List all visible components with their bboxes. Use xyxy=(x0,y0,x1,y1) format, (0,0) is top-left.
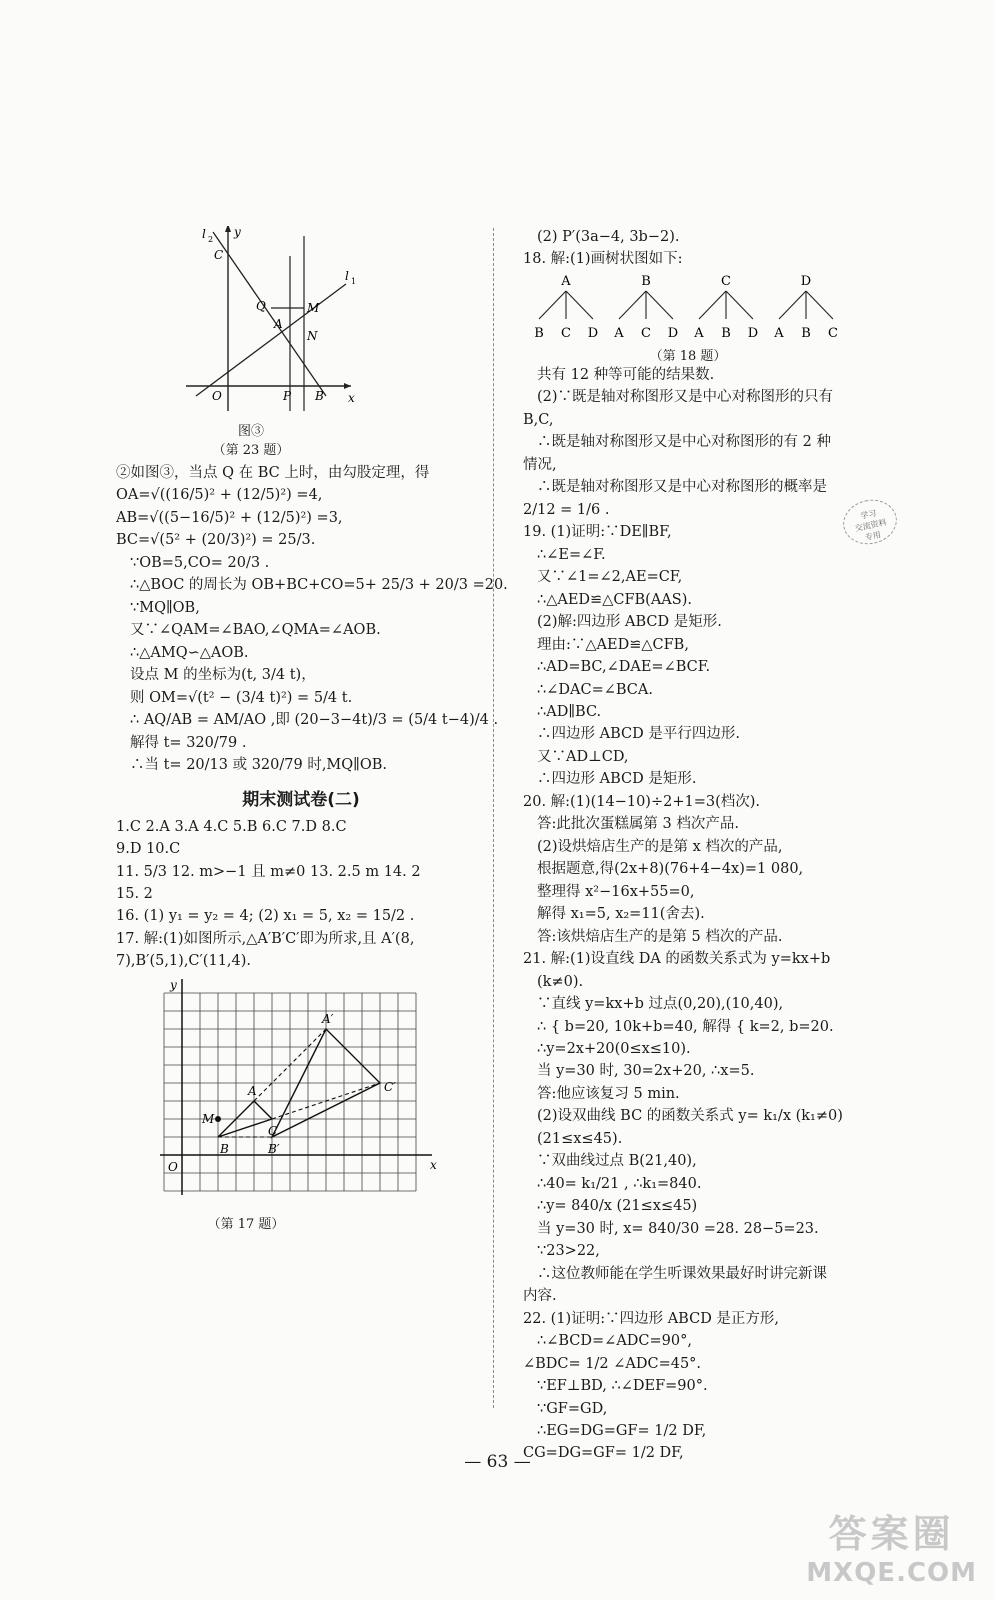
label-B: B xyxy=(315,389,324,403)
section-title: 期末测试卷(二) xyxy=(242,789,360,810)
tree-caption: （第 18 题） xyxy=(649,348,727,364)
solution-line: ∴ AQ/AB = AM/AO ,即 (20−3−4t)/3 = (5/4 t−4)/4 . xyxy=(130,712,499,729)
stamp-line-1: 学习 xyxy=(859,508,878,521)
column-divider xyxy=(493,228,494,1408)
answer-line: 17. 解:(1)如图所示,△A′B′C′即为所求,且 A′(8, xyxy=(116,930,415,947)
tree-branch xyxy=(691,271,761,343)
tree-root: A xyxy=(561,273,571,289)
solution-line: (k≠0). xyxy=(537,973,584,990)
solution-line: 21. 解:(1)设直线 DA 的函数关系式为 y=kx+b xyxy=(523,951,831,968)
tree-leaf: B xyxy=(721,325,731,341)
answer-line: 11. 5/3 12. m>−1 且 m≠0 13. 2.5 m 14. 2 xyxy=(116,863,421,880)
solution-line: ∴△AED≌△CFB(AAS). xyxy=(537,591,692,608)
solution-line: ②如图③，当点 Q 在 BC 上时，由勾股定理，得 xyxy=(116,465,430,481)
label-l1-sub: 1 xyxy=(351,277,357,286)
solution-line: 设点 M 的坐标为(t, 3/4 t)， xyxy=(130,667,316,684)
solution-line: CG=DG=GF= 1/2 DF, xyxy=(523,1445,684,1462)
solution-line: 19. (1)证明:∵DE∥BF, xyxy=(523,524,672,541)
left-column xyxy=(116,226,508,1232)
solution-line: 又∵∠QAM=∠BAO,∠QMA=∠AOB. xyxy=(130,622,381,639)
label-C: C xyxy=(214,248,224,262)
label-A: A xyxy=(274,317,283,331)
solution-line: ∴AD=BC,∠DAE=∠BCF. xyxy=(537,659,711,676)
figure-23 xyxy=(116,226,486,458)
solution-line: AB=√((5−16/5)² + (12/5)²) =3, xyxy=(116,509,343,526)
solution-line: 共有 12 种等可能的结果数. xyxy=(537,366,715,383)
label-Q: Q xyxy=(256,299,266,313)
label-A1: A′ xyxy=(322,1011,334,1026)
solution-line: 根据题意,得(2x+8)(76+4−4x)=1 080, xyxy=(537,861,804,878)
answer-line: 7),B′(5,1),C′(11,4). xyxy=(116,953,252,970)
label-M: M xyxy=(202,1111,215,1126)
solution-line: ∴△AMQ∽△AOB. xyxy=(130,644,249,661)
solution-line: 情况, xyxy=(523,456,557,473)
stamp-line-2: 交流资料 xyxy=(854,517,888,534)
label-x: x xyxy=(430,1157,437,1172)
solution-line: (2)设烘焙店生产的是第 x 档次的产品, xyxy=(537,838,783,855)
solution-line: 内容. xyxy=(523,1288,557,1305)
solution-line: ∴∠E=∠F. xyxy=(537,546,606,563)
solution-line: ∵23>22, xyxy=(537,1243,600,1260)
answer-line: 1.C 2.A 3.A 4.C 5.B 6.C 7.D 8.C xyxy=(116,818,347,835)
tree-edge xyxy=(779,291,806,319)
page-number: — 63 — xyxy=(464,1452,531,1472)
solution-line: 当 y=30 时, 30=2x+20, ∴x=5. xyxy=(537,1063,755,1080)
label-y: y xyxy=(234,226,241,239)
solution-line: 又∵∠1=∠2,AE=CF, xyxy=(537,569,683,586)
solution-line: ∴40= k₁/21 , ∴k₁=840. xyxy=(537,1175,702,1192)
tree-leaf: B xyxy=(534,325,544,341)
solution-line: (21≤x≤45). xyxy=(537,1130,623,1147)
tree-edge xyxy=(699,291,726,319)
tree-leaf: A xyxy=(774,325,784,341)
watermark xyxy=(806,1503,977,1588)
solution-line: 答:此批次蛋糕属第 3 档次产品. xyxy=(537,816,739,833)
solution-line: 理由:∵△AED≌△CFB, xyxy=(537,636,689,653)
solution-line: 22. (1)证明:∵四边形 ABCD 是正方形, xyxy=(523,1310,780,1327)
figure-17-grid xyxy=(116,975,486,1215)
label-C1: C′ xyxy=(384,1079,396,1094)
label-l2-sub: 2 xyxy=(208,235,214,244)
solution-line: ∴y=2x+20(0≤x≤10). xyxy=(537,1041,691,1057)
label-y: y xyxy=(170,977,177,992)
solution-line: B,C, xyxy=(523,411,554,428)
solution-line: ∴∠DAC=∠BCA. xyxy=(537,681,653,698)
tree-edge xyxy=(566,291,593,319)
solution-line: BC=√(5² + (20/3)²) = 25/3. xyxy=(116,532,316,549)
solution-line: 答:该烘焙店生产的是第 5 档次的产品. xyxy=(537,928,783,945)
label-O: O xyxy=(212,389,222,403)
tree-leaf: D xyxy=(747,325,759,341)
solution-line: ∴既是轴对称图形又是中心对称图形的有 2 种 xyxy=(537,434,831,451)
solution-line: 2/12 = 1/6 . xyxy=(523,501,610,518)
solution-line: ∠BDC= 1/2 ∠ADC=45°. xyxy=(523,1355,702,1372)
tree-edge xyxy=(646,291,673,319)
x-axis-arrow xyxy=(344,383,351,389)
tree-root: C xyxy=(721,273,731,289)
solution-line: 答:他应该复习 5 min. xyxy=(537,1085,680,1102)
solution-line: ∴y= 840/x (21≤x≤45) xyxy=(537,1198,698,1215)
figure-23-graph xyxy=(116,226,486,416)
solution-line: ∴ { b=20, 10k+b=40, 解得 { k=2, b=20. xyxy=(537,1018,834,1035)
solution-line: ∴这位教师能在学生听课效果最好时讲完新课 xyxy=(537,1265,827,1282)
solution-line: 则 OM=√(t² − (3/4 t)²) = 5/4 t. xyxy=(130,689,353,706)
label-B: B xyxy=(220,1141,229,1156)
tree-edge xyxy=(726,291,753,319)
solution-line: ∴AD∥BC. xyxy=(537,703,602,720)
left-solution-lines xyxy=(116,462,508,777)
answer-line: 15. 2 xyxy=(116,885,153,902)
watermark-top: 答案圈 xyxy=(828,1512,955,1556)
solution-line: (2)∵既是轴对称图形又是中心对称图形的只有 xyxy=(537,389,834,406)
figure-17-caption: （第 17 题） xyxy=(207,1216,285,1232)
tree-edge xyxy=(619,291,646,319)
label-M: M xyxy=(307,301,320,315)
solution-line: 解得 t= 320/79 . xyxy=(130,734,247,751)
solution-line: 20. 解:(1)(14−10)÷2+1=3(档次). xyxy=(523,793,761,810)
label-B1: B′ xyxy=(268,1141,280,1156)
solution-line: ∵OB=5,CO= 20/3 . xyxy=(130,554,270,571)
y-axis-arrow xyxy=(225,226,231,232)
solution-line: ∴既是轴对称图形又是中心对称图形的概率是 xyxy=(537,479,827,496)
tree-leaf: C xyxy=(828,325,838,341)
answer-line: 16. (1) y₁ = y₂ = 4; (2) x₁ = 5, x₂ = 15/2 . xyxy=(116,908,415,925)
tree-branch xyxy=(611,271,681,343)
answer-line: 9.D 10.C xyxy=(116,841,181,858)
tree-edge xyxy=(806,291,833,319)
label-l2: l xyxy=(202,227,206,241)
tree-branch xyxy=(771,271,841,343)
watermark-bottom: MXQE.COM xyxy=(806,1558,977,1588)
tree-diagram xyxy=(531,271,841,343)
label-O: O xyxy=(168,1159,178,1174)
solution-line: (2) P′(3a−4, 3b−2). xyxy=(537,229,680,245)
tree-leaf: A xyxy=(614,325,624,341)
solution-line: ∴△BOC 的周长为 OB+BC+CO=5+ 25/3 + 20/3 =20. xyxy=(130,577,508,594)
tree-edge xyxy=(539,291,566,319)
label-l1: l xyxy=(345,269,349,283)
label-A: A xyxy=(248,1083,257,1098)
solution-line: ∴∠BCD=∠ADC=90°, xyxy=(537,1333,692,1350)
tree-root: B xyxy=(641,273,651,289)
solution-line: ∵双曲线过点 B(21,40), xyxy=(537,1153,697,1170)
right-solution-lines xyxy=(523,364,893,1465)
solution-line: ∴四边形 ABCD 是矩形. xyxy=(537,771,697,788)
solution-line: (2)解:四边形 ABCD 是矩形. xyxy=(537,614,722,631)
solution-line: (2)设双曲线 BC 的函数关系式 y= k₁/x (k₁≠0) xyxy=(537,1108,843,1125)
label-P: P xyxy=(283,389,292,403)
figure-23-caption: （第 23 题） xyxy=(212,443,290,458)
right-column xyxy=(523,226,893,1465)
solution-line: ∵直线 y=kx+b 过点(0,20),(10,40), xyxy=(537,996,784,1013)
line-l1 xyxy=(196,284,346,396)
solution-line: ∵EF⊥BD, ∴∠DEF=90°. xyxy=(537,1378,708,1395)
solution-line: 整理得 x²−16x+55=0, xyxy=(537,883,695,900)
solution-line: OA=√((16/5)² + (12/5)²) =4, xyxy=(116,487,323,504)
tree-leaf: D xyxy=(587,325,599,341)
tree-leaf: C xyxy=(641,325,651,341)
label-N: N xyxy=(307,329,318,343)
figure-17 xyxy=(116,975,486,1232)
tree-leaf: D xyxy=(667,325,679,341)
solution-line: ∵GF=GD, xyxy=(537,1400,608,1417)
solution-line: 解得 x₁=5, x₂=11(舍去). xyxy=(537,906,705,923)
answer-list xyxy=(116,816,486,973)
figure-23-label: 图③ xyxy=(237,424,264,439)
solution-line: 当 y=30 时, x= 840/30 =28. 28−5=23. xyxy=(537,1220,819,1237)
tree-branch xyxy=(531,271,601,343)
right-top-lines xyxy=(523,226,893,271)
stamp-line-3: 专用 xyxy=(864,530,882,543)
point-M xyxy=(215,1116,221,1122)
label-C: C xyxy=(268,1123,278,1138)
tree-leaf: C xyxy=(561,325,571,341)
solution-line: ∴四边形 ABCD 是平行四边形. xyxy=(537,726,740,743)
solution-line: ∴当 t= 20/13 或 320/79 时,MQ∥OB. xyxy=(130,757,388,774)
label-x: x xyxy=(348,391,355,405)
solution-line: 18. 解:(1)画树状图如下: xyxy=(523,251,683,268)
solution-line: 又∵AD⊥CD, xyxy=(537,748,629,765)
tree-leaf: A xyxy=(694,325,704,341)
tree-leaf: B xyxy=(801,325,811,341)
solution-line: ∵MQ∥OB, xyxy=(130,599,200,616)
tree-root: D xyxy=(800,273,812,289)
solution-line: ∴EG=DG=GF= 1/2 DF, xyxy=(537,1422,707,1439)
